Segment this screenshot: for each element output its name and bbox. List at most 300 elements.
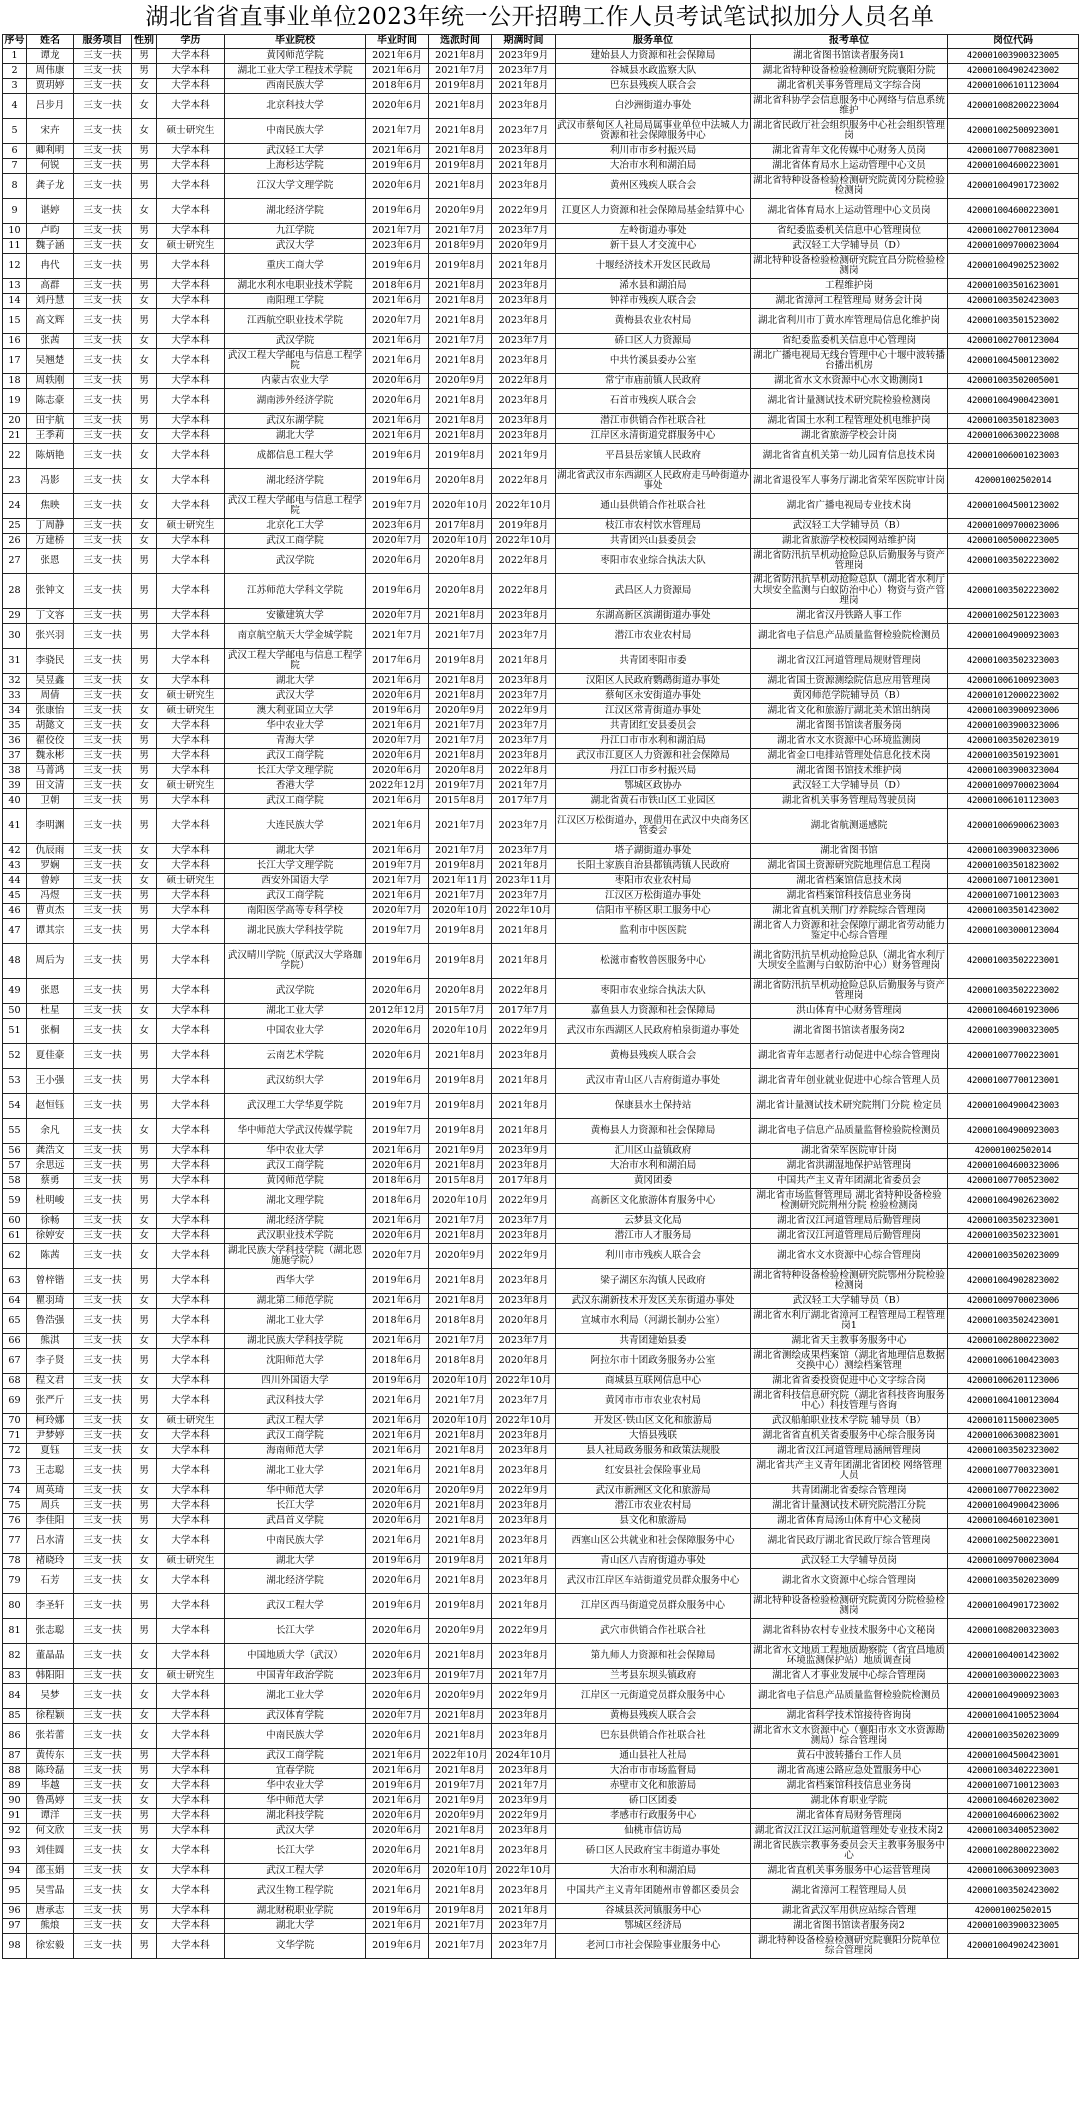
service-project-cell: 三支一扶 [74, 574, 132, 609]
gender-cell: 女 [132, 94, 157, 119]
graduation-date-cell: 2019年6月 [366, 1554, 429, 1569]
name-cell: 徐宏毅 [27, 1934, 74, 1959]
school-cell: 武汉生物工程学院 [225, 1879, 366, 1904]
applied-unit-cell: 湖北省体育局汤山体育中心文秘岗 [751, 1514, 948, 1529]
name-cell: 韩阳阳 [27, 1669, 74, 1684]
service-unit-cell: 东湖高新区滨湖街道办事处 [556, 609, 751, 624]
graduation-date-cell: 2018年6月 [366, 1309, 429, 1334]
position-code-cell: 420001006100423003 [948, 1349, 1079, 1374]
graduation-date-cell: 2019年7月 [366, 1094, 429, 1119]
table-row [3, 749, 1079, 764]
school-cell: 长江大学文理学院 [225, 764, 366, 779]
applied-unit-cell: 湖北省国土水利工程管理处机电维护岗 [751, 414, 948, 429]
graduation-date-cell: 2021年6月 [366, 1294, 429, 1309]
education-cell: 大学本科 [157, 334, 225, 349]
table-row [3, 1004, 1079, 1019]
education-cell: 大学本科 [157, 1459, 225, 1484]
name-cell: 陈玲磊 [27, 1764, 74, 1779]
table-body [3, 49, 1079, 1959]
service-project-cell: 三支一扶 [74, 1004, 132, 1019]
school-cell: 武汉工程大学邮电与信息工程学院 [225, 649, 366, 674]
gender-cell: 女 [132, 1779, 157, 1794]
graduation-date-cell: 2019年6月 [366, 159, 429, 174]
applied-unit-cell: 湖北省民族宗教事务委员会天主教事务服务中心 [751, 1839, 948, 1864]
education-cell: 大学本科 [157, 1724, 225, 1749]
table-row [3, 1019, 1079, 1044]
serial-cell: 1 [3, 49, 27, 64]
service-project-cell: 三支一扶 [74, 1229, 132, 1244]
expiry-date-cell: 2023年7月 [492, 844, 556, 859]
service-project-cell: 三支一扶 [74, 904, 132, 919]
name-cell: 魏子涵 [27, 239, 74, 254]
column-header-name: 姓名 [27, 35, 74, 49]
school-cell: 湖北大学 [225, 674, 366, 689]
name-cell: 李子贤 [27, 1349, 74, 1374]
serial-cell: 11 [3, 239, 27, 254]
applied-unit-cell: 湖北省科技信息研究院（湖北省科技咨询服务中心）科技管理与咨询 [751, 1389, 948, 1414]
graduation-date-cell: 2021年6月 [366, 429, 429, 444]
name-cell: 熊淇 [27, 1334, 74, 1349]
position-code-cell: 420001004600323006 [948, 1159, 1079, 1174]
gender-cell: 男 [132, 624, 157, 649]
dispatch-date-cell: 2021年7月 [429, 1919, 492, 1934]
expiry-date-cell: 2023年8月 [492, 1429, 556, 1444]
applied-unit-cell: 湖北省省直机关省委服务中心综合服务岗 [751, 1429, 948, 1444]
gender-cell: 男 [132, 794, 157, 809]
school-cell: 南京航空航天大学金城学院 [225, 624, 366, 649]
dispatch-date-cell: 2021年7月 [429, 844, 492, 859]
education-cell: 大学本科 [157, 1444, 225, 1459]
applied-unit-cell: 湖北省电子信息产品质量监督检验院检测员 [751, 1684, 948, 1709]
table-row [3, 389, 1079, 414]
service-project-cell: 三支一扶 [74, 979, 132, 1004]
name-cell: 张茜 [27, 334, 74, 349]
expiry-date-cell: 2023年8月 [492, 144, 556, 159]
expiry-date-cell: 2023年8月 [492, 1514, 556, 1529]
table-row [3, 309, 1079, 334]
dispatch-date-cell: 2021年7月 [429, 334, 492, 349]
applied-unit-cell: 湖北省直机关荆门疗养院综合管理岗 [751, 904, 948, 919]
table-row [3, 734, 1079, 749]
expiry-date-cell: 2023年8月 [492, 414, 556, 429]
serial-cell: 61 [3, 1229, 27, 1244]
position-code-cell: 420001003502023009 [948, 1244, 1079, 1269]
dispatch-date-cell: 2021年8月 [429, 349, 492, 374]
education-cell: 大学本科 [157, 534, 225, 549]
education-cell: 大学本科 [157, 609, 225, 624]
service-unit-cell: 武昌区人力资源局 [556, 574, 751, 609]
school-cell: 武汉晴川学院（原武汉大学珞珈学院） [225, 944, 366, 979]
graduation-date-cell: 2020年6月 [366, 1159, 429, 1174]
serial-cell: 26 [3, 534, 27, 549]
service-unit-cell: 武汉东湖新技术开发区关东街道办事处 [556, 1294, 751, 1309]
name-cell: 周后为 [27, 944, 74, 979]
education-cell: 大学本科 [157, 1244, 225, 1269]
service-project-cell: 三支一扶 [74, 1669, 132, 1684]
service-unit-cell: 谷城县水政监察大队 [556, 64, 751, 79]
education-cell: 大学本科 [157, 1069, 225, 1094]
table-row [3, 1619, 1079, 1644]
name-cell: 张志聪 [27, 1619, 74, 1644]
expiry-date-cell: 2021年7月 [492, 1779, 556, 1794]
table-row [3, 794, 1079, 809]
gender-cell: 男 [132, 1159, 157, 1174]
table-row [3, 574, 1079, 609]
graduation-date-cell: 2018年6月 [366, 79, 429, 94]
table-row [3, 889, 1079, 904]
applied-unit-cell: 湖北省高速公路应急处置服务中心 [751, 1764, 948, 1779]
education-cell: 硕士研究生 [157, 704, 225, 719]
graduation-date-cell: 2019年6月 [366, 254, 429, 279]
service-unit-cell: 新干县人才交流中心 [556, 239, 751, 254]
school-cell: 湖北经济学院 [225, 1569, 366, 1594]
school-cell: 武汉学院 [225, 979, 366, 1004]
dispatch-date-cell: 2020年9月 [429, 374, 492, 389]
name-cell: 曾婷 [27, 874, 74, 889]
applied-unit-cell: 洪山体育中心财务管理岗 [751, 1004, 948, 1019]
position-code-cell: 420001003502323003 [948, 649, 1079, 674]
school-cell: 中国青年政治学院 [225, 1669, 366, 1684]
name-cell: 杜星 [27, 1004, 74, 1019]
position-code-cell: 420001005000223005 [948, 534, 1079, 549]
expiry-date-cell: 2023年8月 [492, 309, 556, 334]
service-unit-cell: 黄梅县残疾人联合会 [556, 1044, 751, 1069]
dispatch-date-cell: 2020年8月 [429, 764, 492, 779]
graduation-date-cell: 2021年6月 [366, 1444, 429, 1459]
graduation-date-cell: 2021年6月 [366, 1919, 429, 1934]
education-cell: 大学本科 [157, 1839, 225, 1864]
graduation-date-cell: 2018年6月 [366, 279, 429, 294]
table-row [3, 1069, 1079, 1094]
document-title: 湖北省省直事业单位2023年统一公开招聘工作人员考试笔试拟加分人员名单 [145, 4, 935, 30]
graduation-date-cell: 2021年6月 [366, 809, 429, 844]
service-unit-cell: 左岭街道办事处 [556, 224, 751, 239]
serial-cell: 87 [3, 1749, 27, 1764]
service-unit-cell: 江岸区西马街道党员群众服务中心 [556, 1594, 751, 1619]
graduation-date-cell: 2021年6月 [366, 1214, 429, 1229]
table-row [3, 1779, 1079, 1794]
school-cell: 湖北经济学院 [225, 469, 366, 494]
dispatch-date-cell: 2020年8月 [429, 469, 492, 494]
graduation-date-cell: 2020年7月 [366, 904, 429, 919]
name-cell: 吕步月 [27, 94, 74, 119]
position-code-cell: 420001006201123006 [948, 1374, 1079, 1389]
graduation-date-cell: 2023年6月 [366, 239, 429, 254]
graduation-date-cell: 2018年6月 [366, 1349, 429, 1374]
applied-unit-cell: 湖北省图书馆 [751, 844, 948, 859]
school-cell: 云南艺术学院 [225, 1044, 366, 1069]
education-cell: 大学本科 [157, 144, 225, 159]
service-unit-cell: 黄梅县残疾人联合会 [556, 1709, 751, 1724]
graduation-date-cell: 2020年6月 [366, 979, 429, 1004]
gender-cell: 男 [132, 1309, 157, 1334]
school-cell: 武汉工商学院 [225, 889, 366, 904]
education-cell: 大学本科 [157, 1529, 225, 1554]
dispatch-date-cell: 2021年8月 [429, 1459, 492, 1484]
gender-cell: 男 [132, 49, 157, 64]
serial-cell: 69 [3, 1389, 27, 1414]
service-unit-cell: 共青团红安县委员会 [556, 719, 751, 734]
service-unit-cell: 县文化和旅游局 [556, 1514, 751, 1529]
graduation-date-cell: 2021年6月 [366, 1144, 429, 1159]
graduation-date-cell: 2019年6月 [366, 1269, 429, 1294]
gender-cell: 男 [132, 809, 157, 844]
table-row [3, 159, 1079, 174]
graduation-date-cell: 2021年6月 [366, 794, 429, 809]
dispatch-date-cell: 2021年8月 [429, 1824, 492, 1839]
serial-cell: 71 [3, 1429, 27, 1444]
expiry-date-cell: 2023年8月 [492, 429, 556, 444]
table-row [3, 764, 1079, 779]
gender-cell: 男 [132, 889, 157, 904]
service-unit-cell: 黄梅县农业农村局 [556, 309, 751, 334]
table-row [3, 334, 1079, 349]
serial-cell: 39 [3, 779, 27, 794]
expiry-date-cell: 2022年8月 [492, 549, 556, 574]
dispatch-date-cell: 2020年9月 [429, 199, 492, 224]
service-project-cell: 三支一扶 [74, 1594, 132, 1619]
service-unit-cell: 商城县互联网信息中心 [556, 1374, 751, 1389]
serial-cell: 84 [3, 1684, 27, 1709]
education-cell: 大学本科 [157, 1864, 225, 1879]
education-cell: 大学本科 [157, 64, 225, 79]
table-row [3, 1119, 1079, 1144]
expiry-date-cell: 2021年8月 [492, 1904, 556, 1919]
gender-cell: 女 [132, 79, 157, 94]
dispatch-date-cell: 2015年8月 [429, 1174, 492, 1189]
expiry-date-cell: 2023年7月 [492, 334, 556, 349]
name-cell: 周轶刚 [27, 374, 74, 389]
name-cell: 吴梦 [27, 1684, 74, 1709]
name-cell: 冯影 [27, 469, 74, 494]
position-code-cell: 420001004900423003 [948, 1094, 1079, 1119]
service-project-cell: 三支一扶 [74, 1269, 132, 1294]
table-row [3, 1764, 1079, 1779]
applied-unit-cell: 湖北省青年创业就业促进中心综合管理人员 [751, 1069, 948, 1094]
applied-unit-cell: 湖北省省直机关第一幼儿园育信息技术岗 [751, 444, 948, 469]
service-unit-cell: 长阳土家族自治县都镇湾镇人民政府 [556, 859, 751, 874]
school-cell: 武汉工商学院 [225, 1159, 366, 1174]
applied-unit-cell: 湖北省科学技术馆接待咨询岗 [751, 1709, 948, 1724]
dispatch-date-cell: 2020年10月 [429, 1019, 492, 1044]
education-cell: 大学本科 [157, 279, 225, 294]
school-cell: 武汉学院 [225, 334, 366, 349]
name-cell: 刘佳圆 [27, 1839, 74, 1864]
expiry-date-cell: 2021年8月 [492, 254, 556, 279]
graduation-date-cell: 2021年6月 [366, 294, 429, 309]
applied-unit-cell: 黄冈师范学院辅导员（B） [751, 689, 948, 704]
position-code-cell: 420001003502223002 [948, 549, 1079, 574]
school-cell: 武昌首义学院 [225, 1514, 366, 1529]
expiry-date-cell: 2022年8月 [492, 469, 556, 494]
education-cell: 大学本科 [157, 1349, 225, 1374]
position-code-cell: 420001009700023006 [948, 519, 1079, 534]
dispatch-date-cell: 2021年8月 [429, 279, 492, 294]
school-cell: 武汉工程大学邮电与信息工程学院 [225, 349, 366, 374]
serial-cell: 10 [3, 224, 27, 239]
graduation-date-cell: 2019年6月 [366, 444, 429, 469]
dispatch-date-cell: 2020年8月 [429, 549, 492, 574]
service-project-cell: 三支一扶 [74, 1414, 132, 1429]
expiry-date-cell: 2021年8月 [492, 1594, 556, 1619]
graduation-date-cell: 2018年6月 [366, 1189, 429, 1214]
education-cell: 大学本科 [157, 1879, 225, 1904]
graduation-date-cell: 2021年7月 [366, 624, 429, 649]
column-header-serial: 序号 [3, 35, 27, 49]
service-project-cell: 三支一扶 [74, 1069, 132, 1094]
education-cell: 大学本科 [157, 414, 225, 429]
name-cell: 张恩 [27, 979, 74, 1004]
service-unit-cell: 阿拉尔市十团政务服务办公室 [556, 1349, 751, 1374]
graduation-date-cell: 2021年6月 [366, 844, 429, 859]
applied-unit-cell: 湖北省图书馆读者服务岗 [751, 719, 948, 734]
position-code-cell: 420001004601023001 [948, 1514, 1079, 1529]
serial-cell: 76 [3, 1514, 27, 1529]
graduation-date-cell: 2021年6月 [366, 1794, 429, 1809]
education-cell: 大学本科 [157, 1159, 225, 1174]
position-code-cell: 420001003402223001 [948, 1764, 1079, 1779]
name-cell: 徐程颖 [27, 1709, 74, 1724]
service-project-cell: 三支一扶 [74, 1809, 132, 1824]
dispatch-date-cell: 2020年8月 [429, 574, 492, 609]
service-unit-cell: 县人社局政务服务和政策法规股 [556, 1444, 751, 1459]
expiry-date-cell: 2023年8月 [492, 279, 556, 294]
school-cell: 长江大学文理学院 [225, 859, 366, 874]
applied-unit-cell: 中国共产主义青年团湖北省委员会 [751, 1174, 948, 1189]
education-cell: 大学本科 [157, 749, 225, 764]
expiry-date-cell: 2022年9月 [492, 1619, 556, 1644]
service-project-cell: 三支一扶 [74, 374, 132, 389]
name-cell: 仇辰雨 [27, 844, 74, 859]
name-cell: 李明渊 [27, 809, 74, 844]
expiry-date-cell: 2023年7月 [492, 624, 556, 649]
graduation-date-cell: 2020年6月 [366, 1644, 429, 1669]
applied-unit-cell: 湖北省体育局财务管理岗 [751, 1809, 948, 1824]
education-cell: 大学本科 [157, 159, 225, 174]
service-project-cell: 三支一扶 [74, 1214, 132, 1229]
service-unit-cell: 武汉市江岸区车站街道党员群众服务中心 [556, 1569, 751, 1594]
table-row [3, 1749, 1079, 1764]
expiry-date-cell: 2019年8月 [492, 519, 556, 534]
school-cell: 沈阳师范大学 [225, 1349, 366, 1374]
dispatch-date-cell: 2021年8月 [429, 1879, 492, 1904]
gender-cell: 女 [132, 1669, 157, 1684]
applied-unit-cell: 湖北省漳河工程管理局 财务会计岗 [751, 294, 948, 309]
dispatch-date-cell: 2021年8月 [429, 1839, 492, 1864]
school-cell: 湖北工业大学工程技术学院 [225, 64, 366, 79]
serial-cell: 93 [3, 1839, 27, 1864]
graduation-date-cell: 2019年6月 [366, 1934, 429, 1959]
service-project-cell: 三支一扶 [74, 1839, 132, 1864]
service-unit-cell: 共青团兴山县委员会 [556, 534, 751, 549]
school-cell: 湖北第二师范学院 [225, 1294, 366, 1309]
serial-cell: 81 [3, 1619, 27, 1644]
education-cell: 大学本科 [157, 674, 225, 689]
position-code-cell: 420001003502423002 [948, 1879, 1079, 1904]
dispatch-date-cell: 2021年8月 [429, 1514, 492, 1529]
dispatch-date-cell: 2020年9月 [429, 1684, 492, 1709]
gender-cell: 男 [132, 609, 157, 624]
education-cell: 大学本科 [157, 809, 225, 844]
expiry-date-cell: 2023年7月 [492, 1334, 556, 1349]
position-code-cell: 420001003502423003 [948, 294, 1079, 309]
gender-cell: 男 [132, 1904, 157, 1919]
serial-cell: 56 [3, 1144, 27, 1159]
school-cell: 湖北民族大学科技学院 [225, 919, 366, 944]
service-project-cell: 三支一扶 [74, 1794, 132, 1809]
graduation-date-cell: 2020年7月 [366, 609, 429, 624]
position-code-cell: 420001004900423006 [948, 1499, 1079, 1514]
dispatch-date-cell: 2021年8月 [429, 1724, 492, 1749]
table-row [3, 1444, 1079, 1459]
school-cell: 湖北大学 [225, 429, 366, 444]
dispatch-date-cell: 2021年7月 [429, 224, 492, 239]
gender-cell: 男 [132, 649, 157, 674]
service-unit-cell: 梁子湖区东沟镇人民政府 [556, 1269, 751, 1294]
position-code-cell: 420001004100123004 [948, 1389, 1079, 1414]
graduation-date-cell: 2020年6月 [366, 689, 429, 704]
serial-cell: 86 [3, 1724, 27, 1749]
applied-unit-cell: 工程维护岗 [751, 279, 948, 294]
table-row [3, 224, 1079, 239]
school-cell: 四川外国语大学 [225, 1374, 366, 1389]
serial-cell: 55 [3, 1119, 27, 1144]
gender-cell: 男 [132, 1144, 157, 1159]
gender-cell: 男 [132, 1809, 157, 1824]
serial-cell: 48 [3, 944, 27, 979]
gender-cell: 女 [132, 1119, 157, 1144]
position-code-cell: 420001002800223002 [948, 1334, 1079, 1349]
table-row [3, 1839, 1079, 1864]
expiry-date-cell: 2021年8月 [492, 159, 556, 174]
position-code-cell: 420001003900323006 [948, 844, 1079, 859]
position-code-cell: 420001007100123003 [948, 889, 1079, 904]
applied-unit-cell: 湖北省档案馆信息技术岗 [751, 874, 948, 889]
column-header-expiry-date: 期满时间 [492, 35, 556, 49]
education-cell: 大学本科 [157, 549, 225, 574]
service-unit-cell: 大冶市水利和湖泊局 [556, 1159, 751, 1174]
education-cell: 大学本科 [157, 1144, 225, 1159]
service-unit-cell: 丹江口市乡村振兴局 [556, 764, 751, 779]
education-cell: 大学本科 [157, 1514, 225, 1529]
gender-cell: 男 [132, 749, 157, 764]
graduation-date-cell: 2020年6月 [366, 1839, 429, 1864]
position-code-cell: 420001003400523002 [948, 1824, 1079, 1839]
serial-cell: 63 [3, 1269, 27, 1294]
column-header-service-project: 服务项目 [74, 35, 132, 49]
gender-cell: 男 [132, 1764, 157, 1779]
school-cell: 武汉大学 [225, 689, 366, 704]
applied-unit-cell: 湖北省国土资源测绘院信息应用管理岗 [751, 674, 948, 689]
expiry-date-cell: 2022年10月 [492, 904, 556, 919]
education-cell: 大学本科 [157, 294, 225, 309]
graduation-date-cell: 2020年6月 [366, 549, 429, 574]
gender-cell: 女 [132, 689, 157, 704]
gender-cell: 女 [132, 429, 157, 444]
graduation-date-cell: 2021年6月 [366, 1529, 429, 1554]
service-unit-cell: 枣阳市农业综合执法大队 [556, 549, 751, 574]
graduation-date-cell: 2020年7月 [366, 1709, 429, 1724]
position-code-cell: 420001004901723002 [948, 174, 1079, 199]
service-unit-cell: 武汉市江夏区人力资源和社会保障局 [556, 749, 751, 764]
serial-cell: 66 [3, 1334, 27, 1349]
table-row [3, 1594, 1079, 1619]
applied-unit-cell: 湖北省汉江河道管理局后勤管理岗 [751, 1229, 948, 1244]
service-project-cell: 三支一扶 [74, 1569, 132, 1594]
name-cell: 李圣轩 [27, 1594, 74, 1619]
applied-unit-cell: 湖北省人力资源和社会保障厅湖北省劳动能力鉴定中心综合管理 [751, 919, 948, 944]
school-cell: 湖北大学 [225, 844, 366, 859]
